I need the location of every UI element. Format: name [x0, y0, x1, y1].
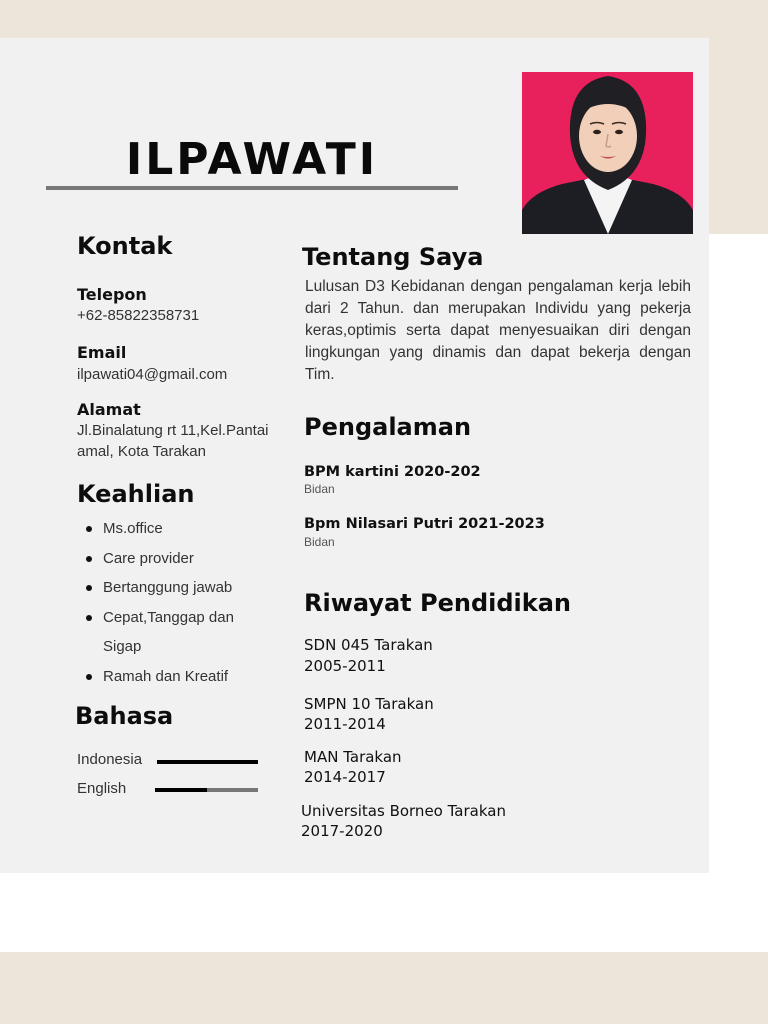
- skills-list: [77, 514, 277, 691]
- education-heading: Riwayat Pendidikan: [304, 589, 572, 617]
- email-value: ilpawati04@gmail.com: [77, 366, 228, 383]
- education-years: 2005-2011: [304, 657, 386, 675]
- languages-heading: Bahasa: [75, 702, 174, 730]
- about-heading: Tentang Saya: [302, 243, 484, 271]
- language-name-english: English: [77, 780, 127, 797]
- right-accent-band: [709, 38, 768, 234]
- experience-title: BPM kartini 2020-202: [304, 464, 481, 480]
- email-label: Email: [77, 343, 127, 362]
- top-accent-band: [0, 0, 768, 38]
- language-level-fill: [157, 760, 258, 764]
- education-school: MAN Tarakan: [304, 748, 402, 766]
- contact-heading: Kontak: [77, 232, 173, 260]
- language-level-fill: [155, 788, 207, 792]
- language-name-indonesia: Indonesia: [77, 751, 143, 768]
- skill-item: Bertanggung jawab: [77, 573, 277, 603]
- address-label: Alamat: [77, 400, 141, 419]
- experience-heading: Pengalaman: [304, 413, 472, 441]
- bottom-accent-band: [0, 952, 768, 1024]
- skill-item: Ms.office: [77, 514, 277, 544]
- skill-item-continued: Sigap: [103, 638, 142, 655]
- experience-title: Bpm Nilasari Putri 2021-2023: [304, 516, 545, 532]
- experience-role: Bidan: [304, 482, 335, 496]
- person-portrait-icon: [522, 72, 693, 234]
- language-level-english: [155, 788, 258, 792]
- language-level-indonesia: [157, 760, 258, 764]
- phone-label: Telepon: [77, 285, 147, 304]
- education-school: SDN 045 Tarakan: [304, 636, 433, 654]
- experience-role: Bidan: [304, 535, 335, 549]
- profile-photo: [522, 72, 693, 234]
- education-years: 2017-2020: [301, 822, 383, 840]
- phone-value: +62-85822358731: [77, 307, 200, 324]
- skills-heading: Keahlian: [77, 480, 195, 508]
- education-school: SMPN 10 Tarakan: [304, 695, 434, 713]
- person-name: ILPAWATI: [125, 134, 379, 185]
- education-years: 2014-2017: [304, 768, 386, 786]
- skill-item: Ramah dan Kreatif: [77, 662, 277, 692]
- address-line-1: Jl.Binalatung rt 11,Kel.Pantai: [77, 422, 269, 439]
- address-line-2: amal, Kota Tarakan: [77, 443, 206, 460]
- skill-item: Cepat,Tanggap dan: [77, 603, 277, 633]
- name-underline: [46, 186, 458, 190]
- about-text: Lulusan D3 Kebidanan dengan pengalaman kerja lebih dari 2 Tahun. dan merupakan Individu yang pekerja keras,optimis serta dapat menyesuaikan diri dengan lingkungan yang dinamis dan dapat bekerja dengan Tim.: [305, 278, 691, 383]
- education-school: Universitas Borneo Tarakan: [301, 802, 506, 820]
- skill-item: Care provider: [77, 544, 277, 574]
- education-years: 2011-2014: [304, 715, 386, 733]
